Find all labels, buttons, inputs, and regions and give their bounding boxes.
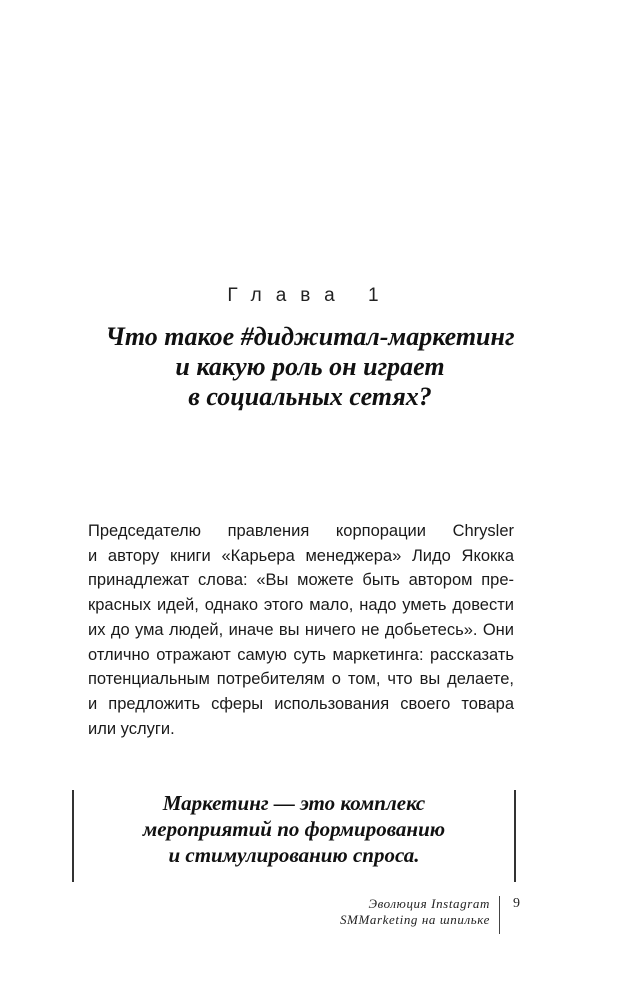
quote-line: и стимулированию спроса. bbox=[168, 843, 420, 867]
quote-right-bar bbox=[514, 790, 516, 882]
body-paragraph bbox=[88, 519, 514, 741]
body-line: принадлежат слова: «Вы можете быть автором пре- bbox=[88, 571, 514, 590]
page-number: 9 bbox=[513, 896, 520, 911]
chapter-label: Глава 1 bbox=[227, 285, 393, 306]
quote-text bbox=[82, 790, 506, 868]
pull-quote bbox=[72, 790, 516, 882]
body-line: потенциальным потребителям о том, что вы делаете, bbox=[88, 670, 514, 689]
page-footer bbox=[250, 896, 550, 940]
body-line: Председателю правления корпорации Chrysler bbox=[88, 522, 514, 540]
body-line: и предложить сферы использования своего товара bbox=[88, 694, 514, 713]
chapter-title-line: Что такое #диджитал-маркетинг bbox=[105, 322, 515, 351]
body-line: и автору книги «Карьера менеджера» Лидо Якокка bbox=[88, 546, 514, 565]
body-line: или услуги. bbox=[88, 719, 175, 738]
running-footer bbox=[340, 896, 490, 928]
quote-line: Маркетинг — это комплекс bbox=[162, 791, 426, 815]
body-line: отлично отражают самую суть маркетинга: рассказать bbox=[88, 645, 514, 664]
footer-book-title: Эволюция Instagram bbox=[368, 896, 490, 911]
body-line: красных идей, однако этого мало, надо уметь довести bbox=[88, 596, 514, 615]
quote-line: мероприятий по формированию bbox=[142, 817, 446, 841]
chapter-title-line: в социальных сетях? bbox=[188, 382, 432, 411]
footer-divider bbox=[499, 896, 500, 934]
footer-series: SMMarketing на шпильке bbox=[339, 912, 490, 927]
quote-left-bar bbox=[72, 790, 74, 882]
chapter-title bbox=[40, 322, 580, 412]
body-line: их до ума людей, иначе вы ничего не добьетесь». Они bbox=[88, 620, 514, 639]
chapter-title-line: и какую роль он играет bbox=[175, 352, 445, 381]
